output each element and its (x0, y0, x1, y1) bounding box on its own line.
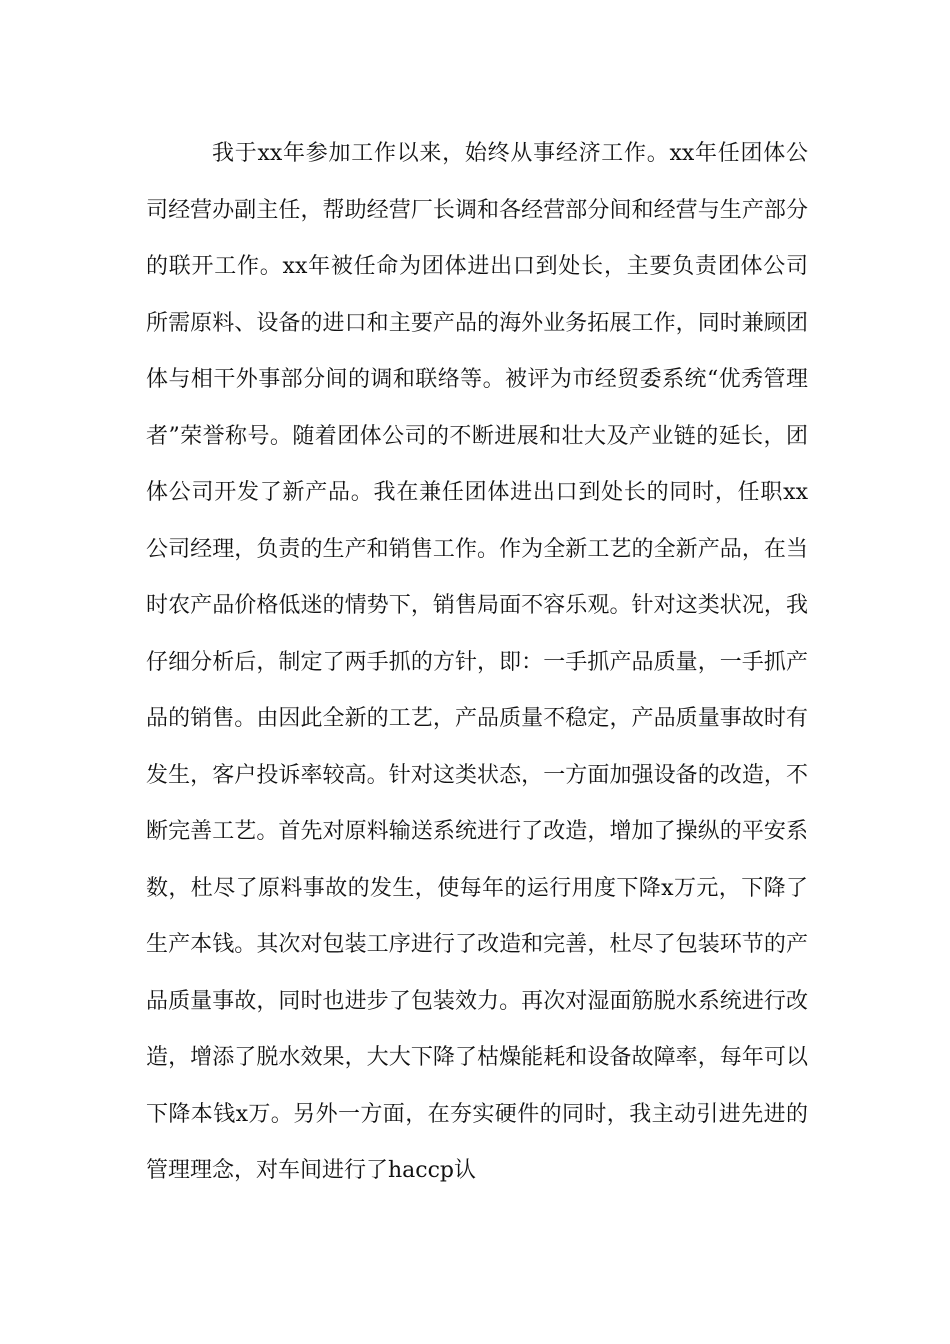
body-paragraph: 我于xx年参加工作以来，始终从事经济工作。xx年任团体公司经营办副主任，帮助经营厂长调和各经营部分间和经营与生产部分的联开工作。xx年被任命为团体进出口到处长，主要负责团体公司所需原料、设备的进口和主要产品的海外业务拓展工作，同时兼顾团体与相干外事部分间的调和联络等。被评为市经贸委系统“优秀管理者”荣誉称号。随着团体公司的不断进展和壮大及产业链的延长，团体公司开发了新产品。我在兼任团体进出口到处长的同时，任职xx公司经理，负责的生产和销售工作。作为全新工艺的全新产品，在当时农产品价格低迷的情势下，销售局面不容乐观。针对这类状况，我仔细分析后，制定了两手抓的方针，即：一手抓产品质量，一手抓产品的销售。由因此全新的工艺，产品质量不稳定，产品质量事故时有发生，客户投诉率较高。针对这类状态，一方面加强设备的改造，不断完善工艺。首先对原料输送系统进行了改造，增加了操纵的平安系数，杜尽了原料事故的发生，使每年的运行用度下降x万元，下降了生产本钱。其次对包装工序进行了改造和完善，杜尽了包装环节的产品质量事故，同时也进步了包装效力。再次对湿面筋脱水系统进行改造，增添了脱水效果，大大下降了枯燥能耗和设备故障率，每年可以下降本钱x万。另外一方面，在夯实硬件的同时，我主动引进先进的管理理念，对车间进行了haccp认 (146, 141, 808, 1183)
